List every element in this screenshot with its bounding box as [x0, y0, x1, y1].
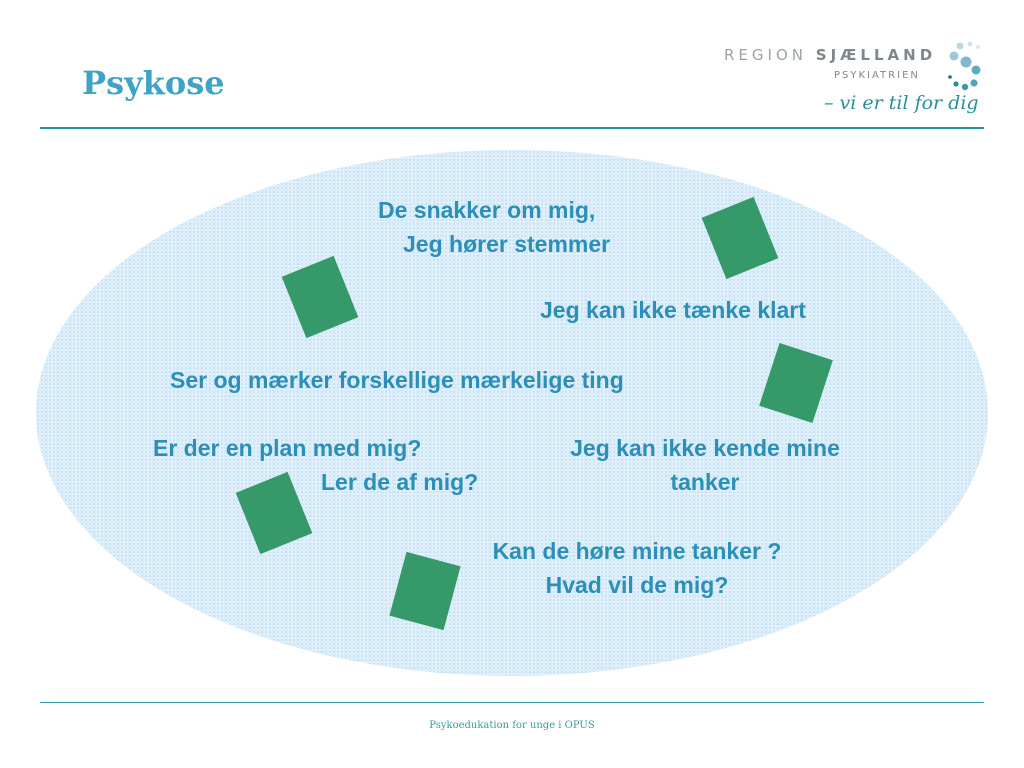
- logo-tagline: – vi er til for dig: [824, 92, 979, 114]
- phrase-line: Jeg kan ikke tænke klart: [540, 297, 806, 323]
- phrase-line: tanker: [670, 469, 740, 495]
- logo-region-text: REGION: [724, 46, 807, 64]
- footer-divider: [40, 702, 984, 703]
- slide-title: Psykose: [82, 64, 225, 102]
- logo-dots-icon: [946, 40, 986, 100]
- phrase-line: Er der en plan med mig?: [153, 435, 422, 461]
- slide-footer: Psykoedukation for unge i OPUS: [429, 720, 595, 731]
- phrase-line: Jeg kan ikke kende mine: [570, 435, 840, 461]
- phrase-line: Ser og mærker forskellige mærkelige ting: [170, 367, 624, 393]
- phrase-cannot-think-clearly: [540, 293, 806, 327]
- logo: [718, 40, 988, 130]
- phrase-line: Hvad vil de mig?: [545, 572, 729, 598]
- header-divider: [40, 127, 984, 129]
- phrase-line: Jeg hører stemmer: [403, 231, 611, 257]
- phrase-talking-about-me: [378, 193, 610, 261]
- phrase-line: Kan de høre mine tanker ?: [492, 538, 782, 564]
- phrase-sees-strange-things: [170, 363, 624, 397]
- phrase-line: De snakker om mig,: [378, 197, 596, 223]
- logo-subtitle: PSYKIATRIEN: [834, 70, 920, 81]
- phrase-can-they-hear-thoughts: [458, 534, 816, 602]
- phrase-cannot-recognize-thoughts: [538, 431, 872, 499]
- phrase-is-there-a-plan: [153, 431, 478, 499]
- phrase-line: Ler de af mig?: [321, 469, 479, 495]
- logo-wordmark: [724, 46, 936, 64]
- logo-sjaelland-text: SJÆLLAND: [815, 46, 937, 64]
